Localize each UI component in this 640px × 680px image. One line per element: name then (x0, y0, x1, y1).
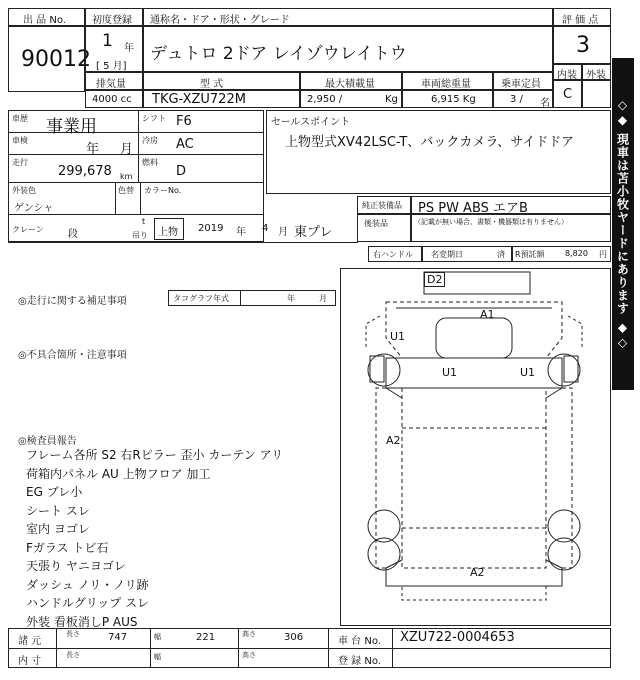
aftermarket-label-cell (357, 214, 411, 242)
inspector-line: 外装 看板消しP AUS (26, 614, 138, 629)
inspection-label: 車検 (12, 136, 28, 145)
dims-label: 諸 元 (18, 636, 42, 647)
inspector-line: 天張り ヤニヨゴレ (26, 559, 126, 573)
ext-color-value: ゲンシャ (14, 203, 54, 214)
interior-value-cell (553, 80, 582, 108)
damage-mark-u1-right: U1 (520, 366, 536, 379)
model-value: TKG-XZU722M (152, 92, 246, 107)
max-load-label-cell (300, 72, 402, 90)
defects-label: ◎不具合箇所・注意事項 (18, 350, 127, 361)
aftermarket-cell (411, 214, 611, 242)
inspection-year: 年 (86, 142, 100, 157)
mod-date-cell (422, 246, 512, 262)
recycle-label: R預託額 (515, 250, 545, 259)
steering-cell (368, 246, 422, 262)
reg-label: 登 録 No. (338, 656, 381, 667)
equipment-value-cell (411, 196, 611, 214)
aftermarket-label: 後装品 (364, 219, 388, 228)
interior-value: C (563, 87, 573, 102)
tacho-cell (168, 290, 336, 306)
sales-text: 上物型式XV42LSC-T、バックカメラ、サイドドア (285, 135, 575, 150)
max-load-value: 2,950 / (307, 94, 343, 105)
name-cell (143, 26, 553, 72)
mileage-value: 299,678 (58, 164, 112, 179)
chassis-label: 車 台 No. (338, 636, 381, 647)
model-label: 型 式 (200, 79, 224, 90)
lot-number-cell (8, 26, 91, 92)
recycle-mark: 済 (497, 250, 505, 259)
first-reg-year: 1 (102, 31, 113, 51)
inspector-label: ◎検査員報告 (18, 436, 77, 447)
steering-value: 右ハンドル (373, 250, 413, 259)
aftermarket-note: （記載が無い場合、書類・機器類は有りません） (414, 218, 568, 226)
damage-mark-a2-bottom: A2 (470, 566, 485, 579)
inspector-line: 室内 ヨゴレ (26, 522, 90, 536)
recycle-value: 8,820 (565, 249, 588, 258)
fuel-label: 燃料 (142, 158, 158, 167)
equipment-value: PS PW ABS エアB (418, 201, 528, 216)
mileage-label: 走行 (12, 158, 28, 167)
capacity-label: 乗車定員 (501, 79, 541, 90)
max-load-unit: Kg (385, 94, 398, 105)
capacity-unit: 名 (540, 98, 550, 109)
body-month-unit: 月 (278, 227, 288, 238)
body-label-cell (154, 218, 184, 240)
damage-mark-u1-center: U1 (442, 366, 458, 379)
body-maker: 東プレ (294, 225, 333, 240)
inspector-line: ハンドルグリップ スレ (26, 596, 150, 610)
tacho-month: 月 (319, 294, 327, 303)
color-no-label: 色替 (118, 186, 134, 195)
first-reg-label: 初度登録 (92, 15, 132, 26)
first-reg-label-cell (85, 8, 143, 26)
tacho-year: 年 (287, 294, 295, 303)
interior-label-cell (553, 64, 582, 80)
inner-length-label: 長さ (66, 651, 80, 659)
equipment-label: 純正装備品 (362, 201, 402, 210)
width-label: 幅 (154, 633, 161, 641)
recycle-cell (512, 246, 611, 262)
yard-location-banner (612, 58, 634, 390)
history-value: 事業用 (46, 117, 97, 137)
inspector-line: EG ブレ小 (26, 485, 83, 499)
interior-label: 内装 (557, 70, 577, 81)
yard-location-text: ◇◆ 現車は苫小牧ヤードにあります ◆◇ (615, 97, 630, 351)
inspector-report (26, 446, 283, 631)
capacity-cell (493, 90, 553, 108)
body-year: 2019 (198, 223, 224, 234)
first-reg-year-unit: 年 (124, 43, 134, 54)
model-label-cell (143, 72, 300, 90)
lot-number: 90012 (21, 47, 91, 72)
body-year-unit: 年 (236, 227, 246, 238)
vehicle-name: デュトロ 2ドア レイゾウレイトウ (150, 44, 407, 64)
displacement-label-cell (85, 72, 143, 90)
max-load-label: 最大積載量 (325, 79, 375, 90)
mileage-unit: km (120, 172, 133, 181)
crane-t: t (142, 217, 146, 226)
damage-mark-u1-left: U1 (390, 330, 406, 343)
width-value: 221 (196, 632, 216, 643)
shift-label: シフト (142, 114, 166, 123)
crane-steps: 段 (68, 229, 78, 240)
inspector-line: ダッシュ ノリ・ノリ跡 (26, 577, 149, 592)
inspector-line: シート スレ (26, 503, 90, 518)
displacement-cell (85, 90, 143, 108)
first-reg-month: [ 5 月] (96, 61, 127, 72)
displacement-label: 排気量 (96, 79, 126, 90)
damage-mark-a1: A1 (480, 308, 495, 321)
name-label-cell (143, 8, 553, 26)
gross-weight-label-cell (402, 72, 493, 90)
max-load-cell (300, 90, 402, 108)
height-value: 306 (284, 632, 304, 643)
recycle-unit: 円 (599, 250, 607, 259)
chassis-value: XZU722-0004653 (400, 630, 515, 645)
first-reg-cell (85, 26, 143, 72)
inner-height-label: 高さ (242, 651, 256, 659)
grade-label: 評 価 点 (562, 15, 599, 26)
history-label: 車歴 (12, 114, 28, 123)
equipment-label-cell (357, 196, 411, 214)
exterior-value-cell (582, 80, 611, 108)
inner-width-label: 幅 (154, 653, 161, 661)
length-value: 747 (108, 632, 128, 643)
inspector-line: 荷箱内パネル AU 上物フロア 加工 (26, 466, 211, 481)
gross-weight-label: 車両総重量 (421, 79, 471, 90)
grade-cell (553, 26, 611, 64)
body-month: 4 (262, 223, 269, 234)
exterior-label: 外装 (586, 70, 606, 81)
capacity-label-cell (493, 72, 553, 90)
mod-label: 名変期日 (431, 250, 463, 259)
inspector-line: Fガラス トビ石 (26, 540, 109, 555)
height-label: 高さ (242, 630, 256, 638)
length-label: 長さ (66, 630, 80, 638)
sales-point-box (266, 110, 611, 194)
fuel-value: D (176, 164, 187, 179)
grade-value: 3 (576, 33, 590, 58)
sales-label: セールスポイント (271, 117, 351, 128)
exterior-label-cell (582, 64, 611, 80)
gross-weight-value: 6,915 Kg (431, 94, 476, 105)
inspector-line: フレーム各所 S2 右Rピラー 歪小 カーテン アリ (26, 448, 284, 462)
lot-label-cell (8, 8, 85, 26)
inspection-month: 月 (120, 142, 134, 157)
lot-label: 出 品 No. (23, 15, 66, 26)
color-label: カラーNo. (144, 186, 182, 195)
damage-mark-a2-side: A2 (386, 434, 401, 447)
driving-notes-label: ◎走行に関する補足事項 (18, 296, 127, 307)
shift-value: F6 (176, 114, 192, 129)
body-label: 上物 (158, 227, 178, 238)
damage-mark-d2: D2 (424, 272, 445, 287)
name-label: 通称名・ドア・形状・グレード (150, 15, 290, 26)
ac-value: AC (176, 137, 194, 152)
model-cell (143, 90, 300, 108)
capacity-value: 3 / (510, 94, 523, 105)
gross-weight-cell (402, 90, 493, 108)
inner-dims-label: 内 寸 (18, 656, 42, 667)
tacho-label: タコグラフ年式 (173, 294, 229, 303)
grade-label-cell (553, 8, 611, 26)
crane-lift: 吊り (132, 231, 148, 240)
ext-color-label: 外装色 (12, 186, 36, 195)
displacement-value: 4000 cc (92, 94, 132, 105)
crane-label: クレーン (12, 225, 44, 234)
ac-label: 冷房 (142, 136, 158, 145)
